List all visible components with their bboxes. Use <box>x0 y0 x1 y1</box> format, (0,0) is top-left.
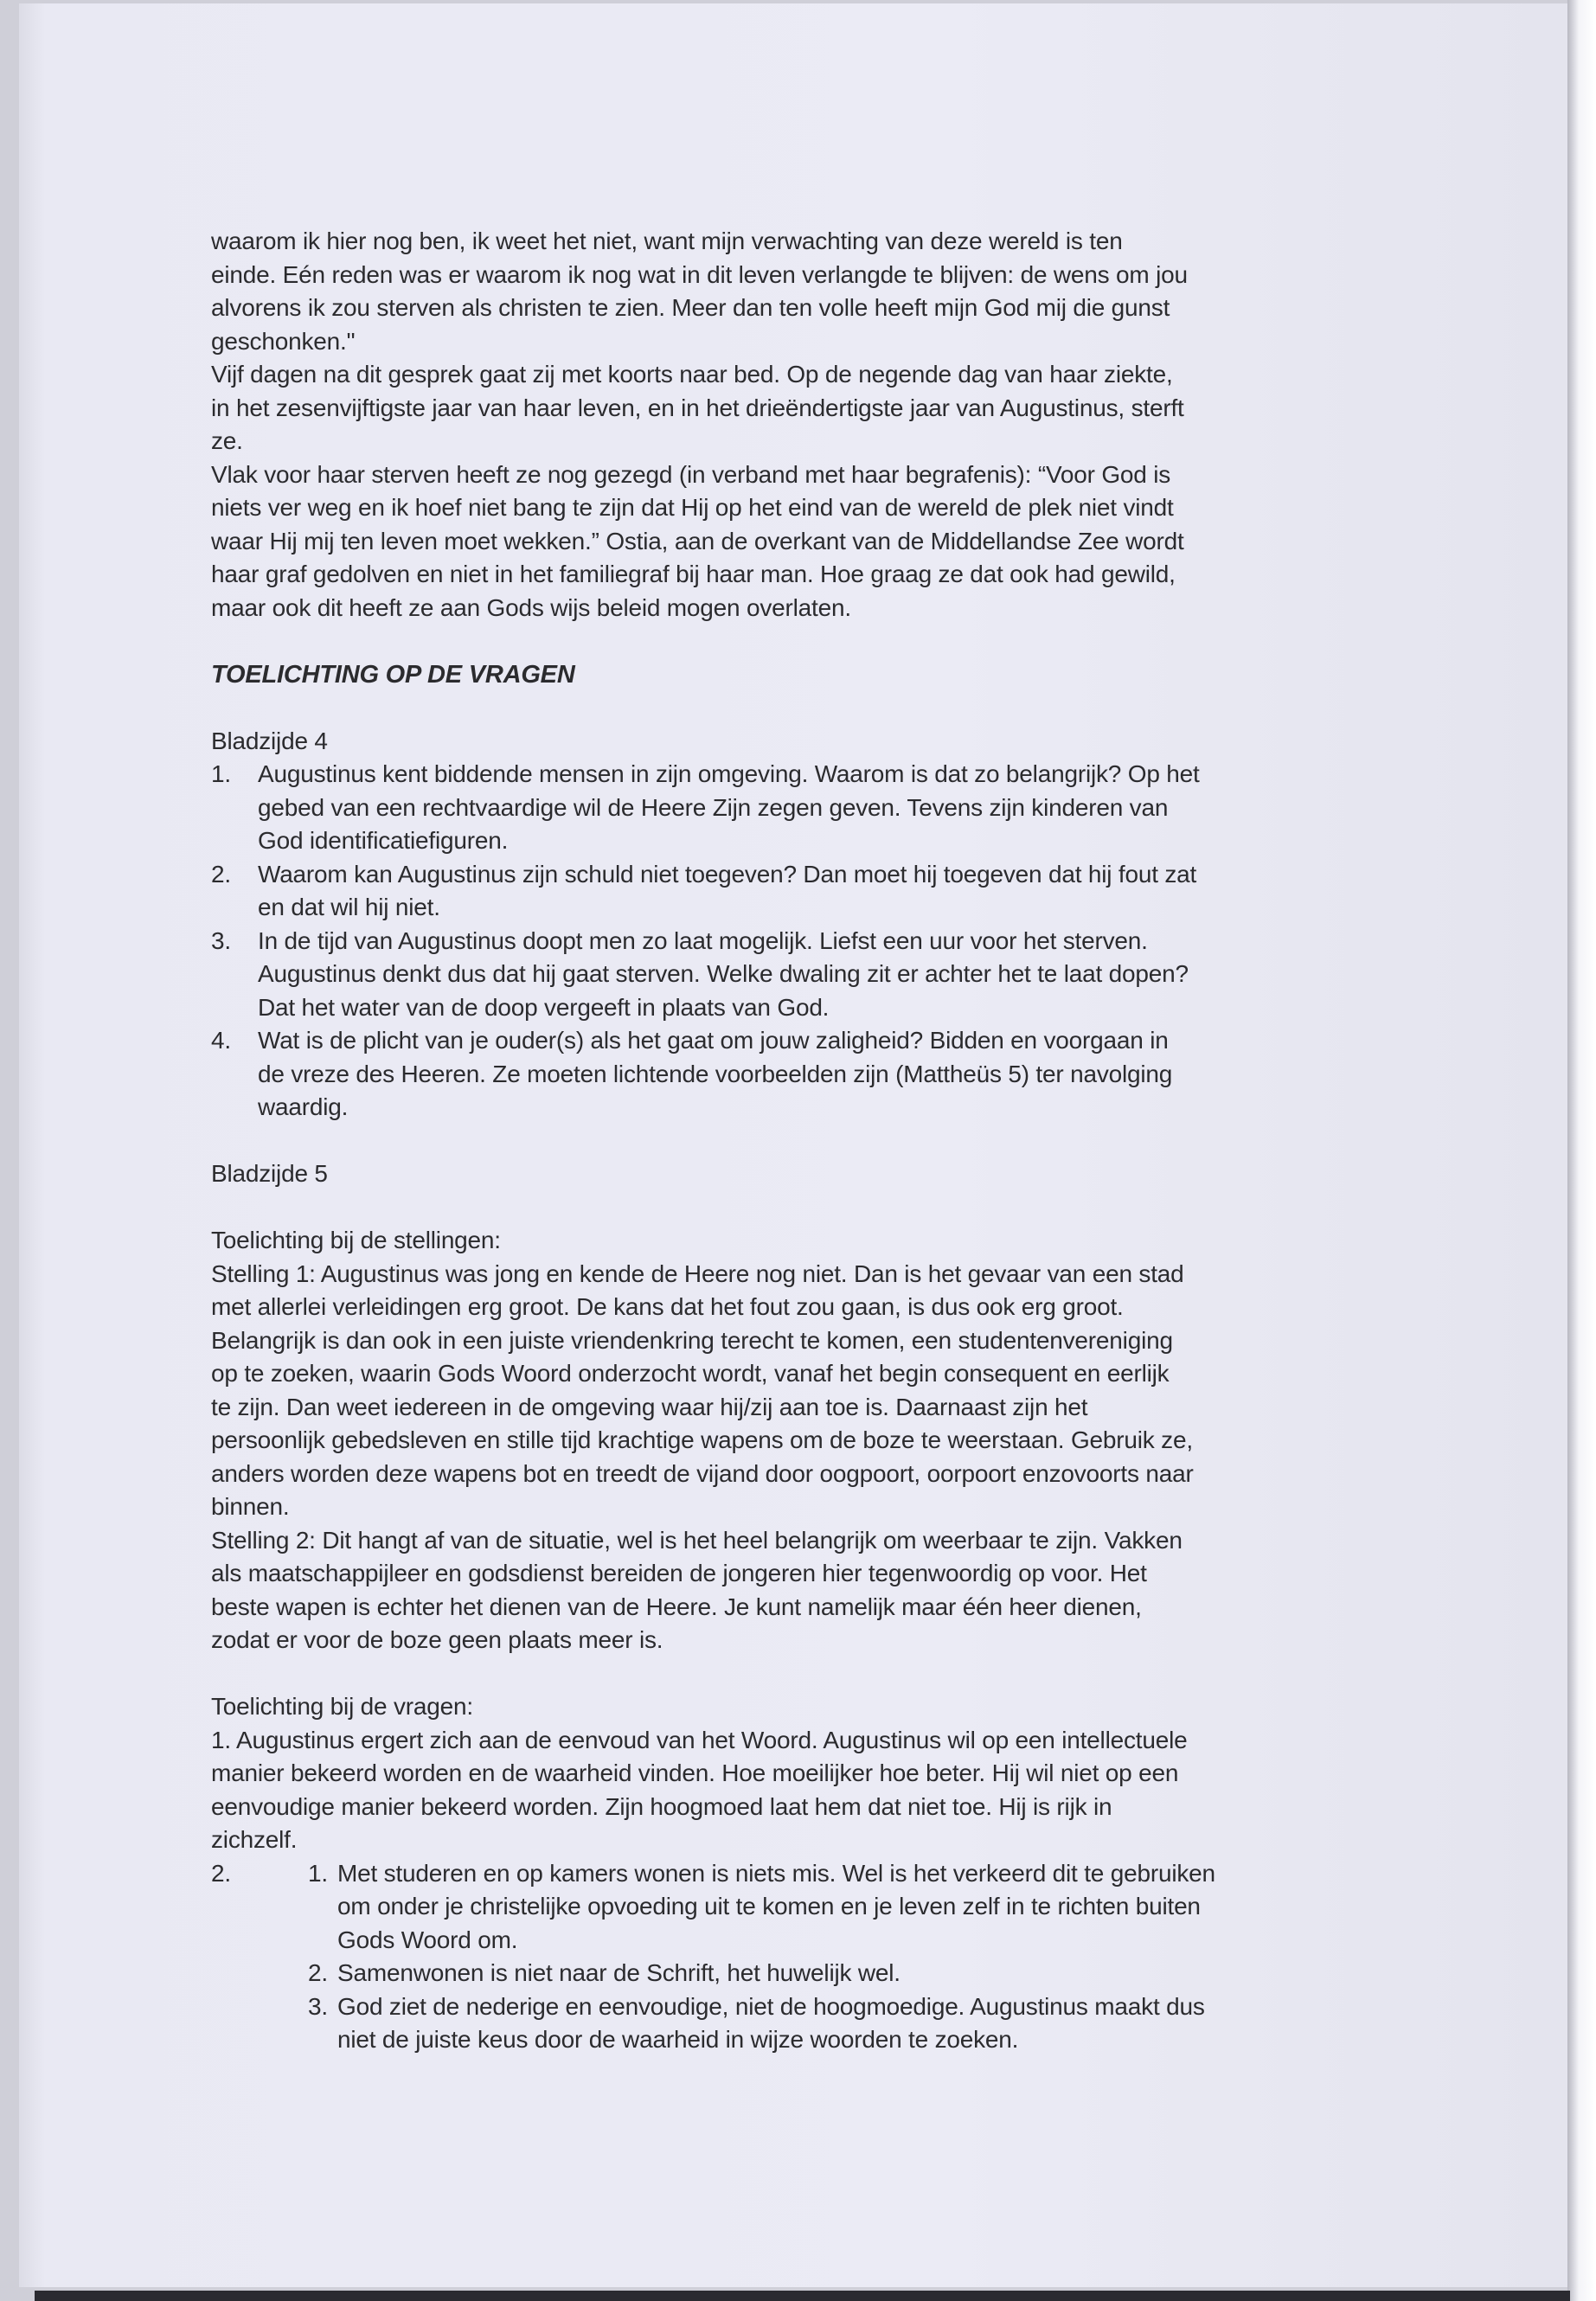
text-line <box>211 325 1422 359</box>
line-text: ze. <box>211 427 243 454</box>
line-text: zodat er voor de boze geen plaats meer is. <box>211 1626 663 1653</box>
line-text: met allerlei verleidingen erg groot. De kans dat het fout zou gaan, is dus ook erg groot. <box>211 1293 1124 1320</box>
line-text: Bladzijde 5 <box>211 1160 328 1187</box>
line-text: alvorens ik zou sterven als christen te zien. Meer dan ten volle heeft mijn God mij die gunst <box>211 294 1170 321</box>
line-text: niet de juiste keus door de waarheid in wijze woorden te zoeken. <box>337 2026 1019 2053</box>
text-line <box>211 425 1422 458</box>
text-line <box>211 292 1422 325</box>
document-page <box>19 3 1567 2287</box>
line-text: op te zoeken, waarin Gods Woord onderzocht wordt, vanaf het begin consequent en eerlijk <box>211 1360 1170 1387</box>
blank-line <box>211 691 1422 725</box>
line-text: Dat het water van de doop vergeeft in plaats van God. <box>258 993 830 1021</box>
text-line <box>211 1391 1422 1425</box>
line-text: gebed van een rechtvaardige wil de Heere Zijn zegen geven. Tevens zijn kinderen van <box>258 793 1169 821</box>
text-line <box>211 1324 1422 1358</box>
line-text: Stelling 1: Augustinus was jong en kende de Heere nog niet. Dan is het gevaar van een stad <box>211 1259 1184 1287</box>
list-number: 2. <box>211 1859 231 1887</box>
line-text: eenvoudige manier bekeerd worden. Zijn hoogmoed laat hem dat niet toe. Hij is rijk in <box>211 1792 1112 1820</box>
line-text: einde. Eén reden was er waarom ik nog wat in dit leven verlangde te blijven: de wens om jou <box>211 260 1188 288</box>
text-line <box>211 991 1422 1025</box>
text-line <box>211 1857 1422 1891</box>
text-line <box>211 392 1422 426</box>
blank-line <box>211 1191 1422 1225</box>
line-text: God identificatiefiguren. <box>258 827 509 854</box>
list-number: 4. <box>211 1027 231 1054</box>
text-line <box>211 1823 1422 1857</box>
line-text: en dat wil hij niet. <box>258 894 440 920</box>
blank-line <box>211 1657 1422 1691</box>
line-text: Toelichting bij de stellingen: <box>211 1227 501 1253</box>
list-number: 1. <box>211 760 231 787</box>
line-text: persoonlijk gebedsleven en stille tijd krachtige wapens om de boze te weerstaan. Gebruik ze, <box>211 1426 1193 1453</box>
text-line <box>211 458 1422 492</box>
line-text: binnen. <box>211 1493 290 1520</box>
text-line <box>211 1957 1422 1990</box>
line-text: TOELICHTING OP DE VRAGEN <box>211 660 575 689</box>
line-text: 1. Augustinus ergert zich aan de eenvoud van het Woord. Augustinus wil op een intellectuele <box>211 1726 1188 1753</box>
line-text: Met studeren en op kamers wonen is niets mis. Wel is het verkeerd dit te gebruiken <box>337 1859 1215 1887</box>
text-line <box>211 1157 1422 1191</box>
scan-edge-bottom <box>35 2291 1570 2301</box>
text-line <box>211 758 1422 792</box>
text-line <box>211 1724 1422 1758</box>
text-line <box>211 1990 1422 2024</box>
text-line <box>211 1291 1422 1324</box>
text-line <box>211 1058 1422 1092</box>
line-text: zichzelf. <box>211 1826 298 1853</box>
text-line <box>211 1757 1422 1791</box>
line-text: Augustinus denkt dus dat hij gaat sterven. Welke dwaling zit er achter het te laat dopen? <box>258 960 1189 987</box>
text-line <box>211 2023 1422 2057</box>
text-line <box>211 491 1422 525</box>
line-text: Gods Woord om. <box>337 1926 518 1953</box>
text-line <box>211 824 1422 858</box>
text-line <box>211 225 1422 259</box>
blank-line <box>211 1125 1422 1158</box>
line-text: haar graf gedolven en niet in het familiegraf bij haar man. Hoe graag ze dat ook had gewild, <box>211 561 1176 587</box>
sublist-number: 3. <box>308 1992 328 2020</box>
text-line <box>211 1458 1422 1491</box>
line-text: Samenwonen is niet naar de Schrift, het huwelijk wel. <box>337 1959 901 1986</box>
text-line <box>211 1424 1422 1458</box>
line-text: waardig. <box>258 1093 349 1120</box>
text-line <box>211 1791 1422 1824</box>
text-line <box>211 792 1422 825</box>
text-line <box>211 1557 1422 1591</box>
line-text: beste wapen is echter het dienen van de Heere. Je kunt namelijk maar één heer dienen, <box>211 1593 1142 1620</box>
text-line <box>211 525 1422 559</box>
text-line <box>211 1591 1422 1625</box>
line-text: Toelichting bij de vragen: <box>211 1693 473 1720</box>
text-line <box>211 1690 1422 1724</box>
text-line <box>211 1624 1422 1657</box>
line-text: geschonken." <box>211 327 356 355</box>
line-text: niets ver weg en ik hoef niet bang te zijn dat Hij op het eind van de wereld de plek niet vindt <box>211 494 1174 521</box>
text-line <box>211 1024 1422 1058</box>
line-text: te zijn. Dan weet iedereen in de omgeving waar hij/zij aan toe is. Daarnaast zijn het <box>211 1393 1088 1420</box>
line-text: manier bekeerd worden en de waarheid vinden. Hoe moeilijker hoe beter. Hij wil niet op een <box>211 1759 1179 1786</box>
line-text: waar Hij mij ten leven moet wekken.” Ostia, aan de overkant van de Middellandse Zee wordt <box>211 527 1184 554</box>
list-number: 2. <box>211 860 231 888</box>
line-text: om onder je christelijke opvoeding uit te komen en je leven zelf in te richten buiten <box>337 1893 1201 1920</box>
line-text: als maatschappijleer en godsdienst bereiden de jongeren hier tegenwoordig op voor. Het <box>211 1560 1147 1586</box>
line-text: anders worden deze wapens bot en treedt de vijand door oogpoort, oorpoort enzovoorts naar <box>211 1459 1194 1487</box>
text-line <box>211 259 1422 292</box>
text-line <box>211 1357 1422 1391</box>
text-line <box>211 358 1422 392</box>
sublist-number: 1. <box>308 1859 328 1887</box>
text-line <box>211 1490 1422 1524</box>
text-line <box>211 1890 1422 1924</box>
section-heading <box>211 658 1422 692</box>
text-line <box>211 558 1422 592</box>
line-text: Belangrijk is dan ook in een juiste vriendenkring terecht te komen, een studentenvereniging <box>211 1326 1173 1354</box>
text-line <box>211 891 1422 925</box>
line-text: in het zesenvijftigste jaar van haar leven, en in het drieëndertigste jaar van Augustinus, sterft <box>211 394 1184 421</box>
text-line <box>211 1258 1422 1292</box>
line-text: Waarom kan Augustinus zijn schuld niet toegeven? Dan moet hij toegeven dat hij fout zat <box>258 860 1197 888</box>
sublist-number: 2. <box>308 1959 328 1986</box>
text-line <box>211 592 1422 625</box>
line-text: maar ook dit heeft ze aan Gods wijs beleid mogen overlaten. <box>211 593 851 621</box>
page-text <box>211 225 1422 2057</box>
blank-line <box>211 625 1422 658</box>
text-line <box>211 1924 1422 1958</box>
text-line <box>211 1091 1422 1125</box>
line-text: de vreze des Heeren. Ze moeten lichtende voorbeelden zijn (Mattheüs 5) ter navolging <box>258 1060 1173 1087</box>
text-line <box>211 958 1422 991</box>
line-text: Stelling 2: Dit hangt af van de situatie, wel is het heel belangrijk om weerbaar te zijn. Vakken <box>211 1526 1183 1554</box>
text-line <box>211 925 1422 958</box>
line-text: Vlak voor haar sterven heeft ze nog gezegd (in verband met haar begrafenis): “Voor God is <box>211 460 1171 488</box>
text-line <box>211 1224 1422 1258</box>
scan-edge-right <box>1567 0 1596 2301</box>
text-line <box>211 725 1422 759</box>
list-number: 3. <box>211 926 231 954</box>
line-text: Wat is de plicht van je ouder(s) als het gaat om jouw zaligheid? Bidden en voorgaan in <box>258 1027 1169 1054</box>
line-text: Bladzijde 4 <box>211 727 328 754</box>
text-line <box>211 1524 1422 1558</box>
line-text: Augustinus kent biddende mensen in zijn omgeving. Waarom is dat zo belangrijk? Op het <box>258 760 1200 787</box>
line-text: Vijf dagen na dit gesprek gaat zij met koorts naar bed. Op de negende dag van haar ziekte, <box>211 361 1173 388</box>
line-text: God ziet de nederige en eenvoudige, niet de hoogmoedige. Augustinus maakt dus <box>337 1992 1205 2020</box>
text-line <box>211 858 1422 892</box>
line-text: In de tijd van Augustinus doopt men zo laat mogelijk. Liefst een uur voor het sterven. <box>258 926 1148 954</box>
line-text: waarom ik hier nog ben, ik weet het niet, want mijn verwachting van deze wereld is ten <box>211 228 1123 254</box>
